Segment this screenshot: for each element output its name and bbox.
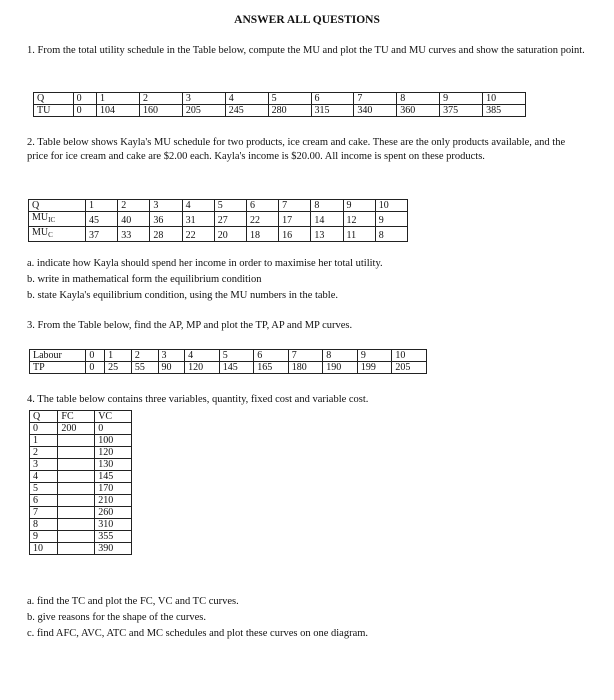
table-cell: 1 (97, 93, 140, 105)
column-header: VC (95, 411, 132, 423)
table-cell: 8 (30, 519, 58, 531)
table-cell: 0 (86, 362, 105, 374)
table-cell: 9 (343, 200, 375, 212)
page-title: ANSWER ALL QUESTIONS (234, 14, 380, 26)
table-cell: 25 (105, 362, 132, 374)
table-cell: 10 (483, 93, 526, 105)
table-cell: 4 (30, 471, 58, 483)
table-cell: 12 (343, 212, 375, 227)
table-cell: 375 (440, 105, 483, 117)
table-cell: 11 (343, 227, 375, 242)
table-row (30, 435, 132, 447)
table-row (34, 93, 526, 105)
table-row (29, 212, 408, 227)
table-cell: 0 (73, 93, 96, 105)
table-cell: 8 (397, 93, 440, 105)
table-cell: 37 (86, 227, 118, 242)
question-1-text: 1. From the total utility schedule in the Table below, compute the MU and plot the TU and MU curves and show the saturation point. (27, 45, 585, 56)
table-cell: 0 (86, 350, 105, 362)
table-cell: 120 (185, 362, 220, 374)
row-label: TU (34, 105, 74, 117)
table-cell: 7 (288, 350, 323, 362)
row-label: $MU_C$ (29, 227, 86, 242)
table-cell: 9 (440, 93, 483, 105)
table-cell: 1 (30, 435, 58, 447)
table-cell: 260 (95, 507, 132, 519)
table-cell: 5 (30, 483, 58, 495)
table-cell: 199 (357, 362, 392, 374)
column-header: FC (58, 411, 95, 423)
table-cell: 160 (139, 105, 182, 117)
table-cell: 0 (95, 423, 132, 435)
table-cell (58, 507, 95, 519)
table-cell: 8 (323, 350, 358, 362)
table-cell (58, 519, 95, 531)
question-4-item-b: b. give reasons for the shape of the curves. (27, 612, 207, 623)
table-cell: 4 (225, 93, 268, 105)
table-cell: 2 (118, 200, 150, 212)
table-cell: 22 (182, 227, 214, 242)
question-4-item-a: a. find the TC and plot the FC, VC and TC curves. (27, 596, 239, 607)
table-cell (58, 543, 95, 555)
table-cell: 10 (30, 543, 58, 555)
table-cell: 6 (311, 93, 354, 105)
table-cell: 180 (288, 362, 323, 374)
table-row (30, 423, 132, 435)
table-cell: 3 (182, 93, 225, 105)
table-cell: 310 (95, 519, 132, 531)
table-cell: 5 (219, 350, 254, 362)
table-cell: 7 (354, 93, 397, 105)
table-cell: 145 (95, 471, 132, 483)
table-cell: 20 (214, 227, 246, 242)
table-cell: 205 (392, 362, 427, 374)
table-cell: 55 (131, 362, 158, 374)
table-cell: 280 (268, 105, 311, 117)
table-cell: 40 (118, 212, 150, 227)
table-cell: 4 (185, 350, 220, 362)
table-cell: 3 (150, 200, 182, 212)
table-cell (58, 483, 95, 495)
table-cell: 2 (139, 93, 182, 105)
table-cell (58, 459, 95, 471)
table-cell: 13 (311, 227, 343, 242)
table-cell: 17 (279, 212, 311, 227)
table-cell: 7 (279, 200, 311, 212)
table-cell: 3 (158, 350, 185, 362)
row-label: $MU_{IC}$ (29, 212, 86, 227)
table-cell: 31 (182, 212, 214, 227)
table-cell: 14 (311, 212, 343, 227)
table-cell: 385 (483, 105, 526, 117)
table-cell: 5 (268, 93, 311, 105)
question-4-item-c: c. find AFC, AVC, ATC and MC schedules and plot these curves on one diagram. (27, 628, 369, 639)
table-cell: 205 (182, 105, 225, 117)
table-cell: 8 (311, 200, 343, 212)
table-row (34, 105, 526, 117)
table-cell: 2 (30, 447, 58, 459)
table-cell: 6 (30, 495, 58, 507)
table-row (30, 519, 132, 531)
row-label: TP (30, 362, 86, 374)
table-cell: 2 (131, 350, 158, 362)
table-cell: 16 (279, 227, 311, 242)
table-cell: 0 (73, 105, 96, 117)
row-label: Q (29, 200, 86, 212)
question-3-text: 3. From the Table below, find the AP, MP and plot the TP, AP and MP curves. (27, 320, 353, 331)
table-row (30, 543, 132, 555)
table-row (30, 471, 132, 483)
table-cell: 10 (392, 350, 427, 362)
table-cell: 0 (30, 423, 58, 435)
table-cell: 120 (95, 447, 132, 459)
table-cell: 340 (354, 105, 397, 117)
table-cell (58, 435, 95, 447)
table-row (30, 507, 132, 519)
table-cell: 130 (95, 459, 132, 471)
table-cell: 28 (150, 227, 182, 242)
table-cell (58, 531, 95, 543)
table-cell (58, 471, 95, 483)
table-cell: 355 (95, 531, 132, 543)
question-2-item-a: a. indicate how Kayla should spend her income in order to maximise her total utility. (27, 258, 383, 269)
table-cell: 210 (95, 495, 132, 507)
table-cell: 104 (97, 105, 140, 117)
table-row (29, 200, 408, 212)
table-cell: 18 (246, 227, 278, 242)
table-cell: 45 (86, 212, 118, 227)
question-2-item-b: b. write in mathematical form the equilibrium condition (27, 274, 262, 285)
table-cell: 4 (182, 200, 214, 212)
table-row (29, 227, 408, 242)
table-cell: 10 (375, 200, 407, 212)
table-cell: 9 (30, 531, 58, 543)
table-cell: 245 (225, 105, 268, 117)
question-2-item-c: b. state Kayla's equilibrium condition, using the MU numbers in the table. (27, 290, 339, 301)
table-cell: 1 (105, 350, 132, 362)
table-cell: 1 (86, 200, 118, 212)
tp-table (29, 349, 427, 374)
table-cell: 100 (95, 435, 132, 447)
table-cell: 170 (95, 483, 132, 495)
table-row (30, 447, 132, 459)
table-cell: 90 (158, 362, 185, 374)
table-cell: 9 (375, 212, 407, 227)
table-cell: 36 (150, 212, 182, 227)
table-cell: 22 (246, 212, 278, 227)
table-cell: 165 (254, 362, 289, 374)
table-cell: 33 (118, 227, 150, 242)
table-row (30, 350, 427, 362)
table-cell: 390 (95, 543, 132, 555)
column-header: Q (30, 411, 58, 423)
mu-table (28, 199, 408, 242)
table-cell: 6 (246, 200, 278, 212)
table-row (30, 362, 427, 374)
table-row (30, 531, 132, 543)
table-cell: 200 (58, 423, 95, 435)
tu-table (33, 92, 526, 117)
table-row (30, 459, 132, 471)
question-4-text: 4. The table below contains three variables, quantity, fixed cost and variable cost. (27, 394, 369, 405)
table-cell: 360 (397, 105, 440, 117)
cost-table (29, 410, 132, 555)
table-cell: 190 (323, 362, 358, 374)
table-cell: 5 (214, 200, 246, 212)
table-row (30, 495, 132, 507)
row-label: Labour (30, 350, 86, 362)
table-cell (58, 495, 95, 507)
table-cell: 6 (254, 350, 289, 362)
table-cell (58, 447, 95, 459)
table-header-row (30, 411, 132, 423)
table-cell: 315 (311, 105, 354, 117)
row-label: Q (34, 93, 74, 105)
table-cell: 3 (30, 459, 58, 471)
table-cell: 27 (214, 212, 246, 227)
table-cell: 145 (219, 362, 254, 374)
question-2-text: 2. Table below shows Kayla's MU schedule for two products, ice cream and cake. These are the only products available, and the price for ice cream and cake are $2.00 each. Kayla's income is $20.00. All income is spent on these products. (27, 137, 566, 162)
table-cell: 8 (375, 227, 407, 242)
table-cell: 9 (357, 350, 392, 362)
table-row (30, 483, 132, 495)
table-cell: 7 (30, 507, 58, 519)
